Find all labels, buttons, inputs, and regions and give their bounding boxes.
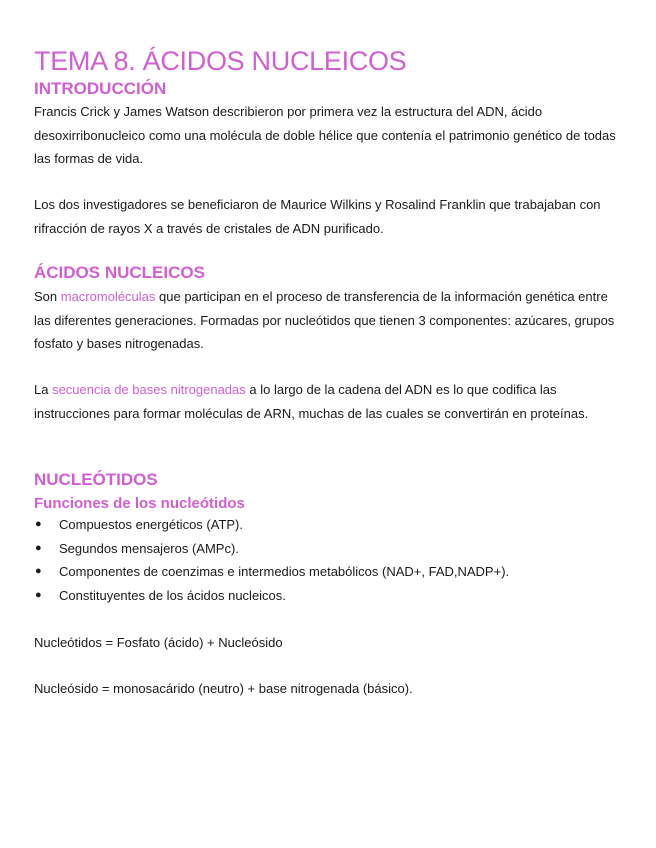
- formula-nucleosido: Nucleósido = monosacárido (neutro) + base nitrogenada (básico).: [34, 681, 413, 696]
- acidos-p1-after: que participan en el proceso de transferencia de la información genética entre las diferentes generaciones. Formadas por nucleótidos que tienen 3 componentes: azúcares, grupos fosfato y bases nitrogenadas.: [34, 289, 615, 351]
- acidos-p1-before: Son: [34, 289, 61, 304]
- list-item-text: Constituyentes de los ácidos nucleicos.: [59, 587, 286, 603]
- formula-nucleotidos: Nucleótidos = Fosfato (ácido) + Nucleósido: [34, 635, 283, 650]
- list-item: [34, 513, 509, 537]
- intro-paragraph-1: Francis Crick y James Watson describieron por primera vez la estructura del ADN, ácido desoxirribonucleico como una molécula de doble hélice que contenía el patrimonio genético de todas las formas de vida.: [34, 104, 616, 166]
- acidos-p2-before: La: [34, 382, 53, 397]
- page-title: TEMA 8. ÁCIDOS NUCLEICOS: [34, 46, 407, 76]
- acidos-heading: ÁCIDOS NUCLEICOS: [34, 263, 205, 282]
- acidos-p2-after: a lo largo de la cadena del ADN es lo que codifica las instrucciones para formar moléculas de ARN, muchas de las cuales se convertirán en proteínas.: [34, 382, 589, 421]
- bullet-icon: ●: [35, 541, 42, 554]
- list-item-text: Compuestos energéticos (ATP).: [59, 517, 243, 532]
- list-item: [34, 584, 509, 608]
- bullet-icon: ●: [35, 565, 42, 577]
- acidos-paragraph-1: [34, 285, 626, 356]
- bullet-icon: ●: [35, 588, 42, 601]
- intro-paragraph-2: Los dos investigadores se beneficiaron de Maurice Wilkins y Rosalind Franklin que trabajaban con rifracción de rayos X a través de cristales de ADN purificado.: [34, 197, 601, 236]
- acidos-paragraph-2: [34, 378, 626, 425]
- intro-heading: INTRODUCCIÓN: [34, 79, 167, 98]
- funciones-subheading: Funciones de los nucleótidos: [34, 495, 245, 512]
- list-item-text: Segundos mensajeros (AMPc).: [59, 540, 239, 556]
- list-item: [34, 537, 509, 561]
- funciones-list: [34, 513, 509, 607]
- bullet-icon: ●: [35, 518, 42, 530]
- nucleotidos-heading: NUCLEÓTIDOS: [34, 470, 158, 489]
- list-item-text: Componentes de coenzimas e intermedios metabólicos (NAD+, FAD,NADP+).: [59, 564, 510, 579]
- list-item: [34, 560, 509, 584]
- highlight-macromoleculas: macromoléculas: [60, 289, 156, 304]
- highlight-secuencia-bases: secuencia de bases nitrogenadas: [52, 382, 246, 397]
